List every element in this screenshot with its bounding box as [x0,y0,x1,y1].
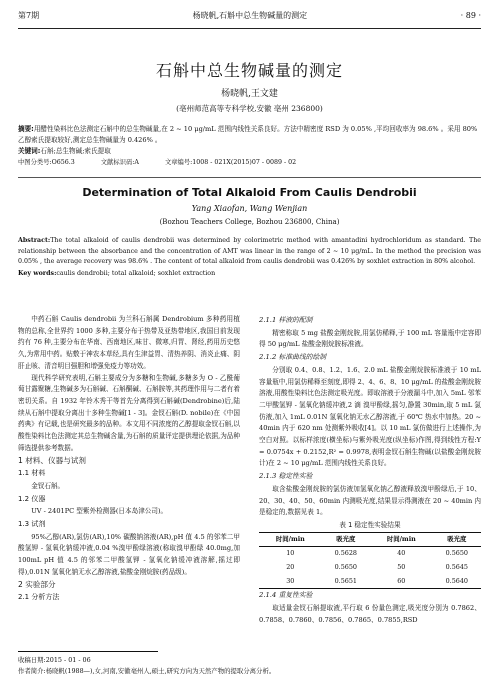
table-row [259,561,481,575]
table-cell: 0.5645 [445,563,468,572]
clc-number: 中图分类号:O656.3 [18,159,75,166]
received-date: 收稿日期:2015 - 01 - 06 [18,656,91,664]
article-number: 文章编号:1008 - 021X(2015)07 - 0089 - 02 [164,159,297,166]
section-1-3-heading: 1.3 试剂 [18,519,46,528]
section-1-2-heading: 1.2 仪器 [18,494,46,503]
en-abstract-block [18,236,481,279]
footnote-rule [18,651,158,652]
table-header-cell: 吸光度 [336,534,356,543]
table-cell: 0.5640 [445,576,468,585]
section-2-1-1-heading: 2.1.1 样液的配制 [259,316,313,324]
cn-abstract [18,124,481,146]
abstract-label: 摘要: [18,125,34,133]
section-2-1-2-heading: 2.1.2 标准曲线的绘制 [259,353,327,362]
section-2-1-1-text: 精密称取 5 mg 盐酸金刚烷胺,用氯仿稀释,于 100 mL 容量瓶中定容即得 50 μg/mL 盐酸金刚烷胺标准液。 [259,328,481,349]
table-row [259,547,481,561]
intro-paragraph-2: 现代科学研究表明,石斛主要成分为多糖和生物碱,多糖多为 O - 乙酰葡萄甘露聚糖,生物碱多为石斛碱、石斛酮碱、石斛胺等,其药理作用与二者有着密切关系。自 1932 年铃木秀干等首先分离得到石斛碱(Dendrobine)后,陆续从石斛中提取分离出十多种生物碱[1 - 3]。金钗石斛(D. nobile)在《中国药典》有记载,也是研究最多的品种。本文用不同浓度的乙醇提取金钗石斛,以酸性染料比色法测定其总生物碱含量,为石斛的质量评定提供理论依据,为品种筛选提供参考数据。 [18,373,240,452]
table-cell: 0.5650 [334,563,357,572]
table-row [259,575,481,589]
table-cell: 0.5650 [445,549,468,558]
keywords-text: 石斛;总生物碱;索氏提取 [40,147,111,155]
table-cell: 60 [397,576,406,585]
running-title: 杨晓帆,石斛中总生物碱量的测定 [192,10,308,20]
running-header [18,6,481,24]
section-2-1-heading: 2.1 分析方法 [18,593,60,602]
footnote [18,655,481,677]
en-abstract-text: The total alkaloid of caulis dendrobii was determined by colorimetric method with amantadini hydrochloridum as standard. The relationship between the absorbance and the concentration of AMT was linear in the range of 2 ~ 10 μg/mL. In the method the precision was 0.05% , the average recovery was 98.6% . The content of total alkaloid from caulis dendrobii was 0.426% by soxhlet extraction in 80% alcohol. [18,237,481,265]
abstract-text: 用醋性染料比色法测定石斛中的总生物碱量,在 2 ~ 10 μg/mL 范围内线性关系良好。方法中精密度 RSD 为 0.05% ,平均回收率为 98.6% 。采用 80% 乙醇索氏提取较好,测定总生物碱量为 0.426% 。 [18,125,478,144]
section-1-heading: 1 材料、仪器与试剂 [18,456,86,466]
en-abstract [18,236,481,268]
section-1-1-heading: 1.1 材料 [18,469,46,478]
author-info: 作者简介:杨晓帆(1988—),女,河南,安徽亳州人,硕士,研究方向为天然产物的提取分离分析。 [18,667,276,675]
en-title: Determination of Total Alkaloid From Caulis Dendrobii [82,186,417,199]
table-cell: 20 [286,563,295,572]
en-authors: Yang Xiaofan, Wang Wenjian [191,204,308,213]
cn-affiliation: (亳州师范高等专科学校,安徽 亳州 236800) [176,104,323,113]
table-cell: 30 [286,576,295,585]
cn-title: 石斛中总生物碱量的测定 [155,61,343,80]
table-1-title: 表 1 稳定性实验结果 [339,520,401,529]
section-1-3-text: 95%乙醇(AR),氯仿(AR),10% 碳酸钠溶液(AR),pH 值 4.5 的邻苯二甲酸氢钾 - 氢氧化钠缓冲液,0.04 %溴甲酚绿溶液(称取溴甲酚绿 40.0mg,加 100mL pH 值 4.5 的邻苯二甲酸氢钾 - 氢氧化钠缓冲液溶解,摇过即得),0.01N 氢氧化钠无水乙醇溶液,盐酸金刚烷胺(药品级)。 [18,532,240,576]
cn-abstract-block [18,124,481,168]
cn-authors: 杨晓帆,王文建 [221,89,278,99]
table-cell: 10 [286,549,295,558]
section-2-1-4-text: 取适量金钗石斛提取液,平行取 6 份量色测定,吸光度分别为 0.7862、0.7858、0.7860、0.7856、0.7865、0.7855,RSD [259,604,481,624]
right-column [259,314,481,627]
en-keywords-label: Key words: [18,269,57,277]
table-cell: 0.5628 [334,549,357,558]
stability-table [259,532,481,590]
keywords-label: 关键词: [18,147,41,155]
table-header-cell: 时间/min [386,534,416,543]
section-2-1-3-text: 取含盐酸金刚烷胺的氯仿液加氢氧化钠乙醇液释放溴甲酚绿后,于 10、20、30、40、50、60min 内测吸光度,结果显示得测液在 20 ~ 40min 内是稳定的,数据见表 1。 [259,484,481,517]
section-2-1-3-heading: 2.1.3 稳定性实验 [259,472,313,481]
header-rule [18,28,481,29]
page-number: · 89 · [460,10,481,20]
table-cell: 50 [397,563,406,572]
section-2-1-2-text: 分别取 0.4、0.8、1.2、1.6、2.0 mL 盐酸金刚烷胺标准液于 10 mL 容量瓶中,用氯仿稀释至刻度,即得 2、4、6、8、10 μg/mL 的盐酸金刚烷胺溶液,用酸性染料比色法测定吸光度。即取溶液于分液漏斗中,加入 5mL 邻苯二甲酸氢钾 - 氢氧化钠缓冲液,2 滴 溴甲酚绿,摇匀,静置 30min,取 5 mL 氯仿液,加入 1mL 0.01N 氢氧化钠无水乙醇溶液,于 60℃ 热水中加热。20 ~ 40min 内于 620 nm 处测紫外吸收[4]。以 10 mL 氯仿做进行上述操作,为空白对照。以标样浓度(横坐标)与紫外吸光度(纵坐标)作图,得到线性方程:Y = 0.0754x + 0.2152,R² = 0.9978,表明金钗石斛生物碱(以盐酸金刚烷胺计)在 2 ~ 10 μg/mL 范围内线性关系良好。 [259,365,481,468]
abstract-divider [18,177,481,178]
cn-keywords [18,146,481,157]
table-header-cell: 时间/min [275,534,305,543]
en-keywords-text: caulis dendrobii; total alkaloid; soxhlet extraction [56,269,216,277]
left-column [18,314,240,605]
article-meta [18,157,481,168]
table-header-cell: 吸光度 [447,534,467,543]
intro-paragraph-1: 中药石斛 Caulis dendrobii 为兰科石斛属 Dendrobium 多种药用植物的总称,全世界约 1000 多种,主要分布于热带及亚热带地区,我国目前发现约有 76 种,主要分布在华南、西南地区,味甘、微寒,归胃、肾经,药用历史悠久,为常用中药。贴敷于神农本草经,具有生津益胃、清热养阴、消炎止痛、阴肝止咳、清音明目强胆和增强免疫力等功效。 [18,315,240,370]
section-1-1-text: 金钗石斛。 [31,481,65,490]
doc-code: 文献标识码:A [100,159,139,166]
section-2-heading: 2 实验部分 [18,580,56,590]
en-affiliation: (Bozhou Teachers College, Bozhou 236800, China) [159,218,340,226]
section-2-1-4-heading: 2.1.4 重复性实验 [259,591,313,600]
table-cell: 40 [397,549,406,558]
en-keywords [18,269,481,280]
table-header-row [259,532,481,547]
en-abstract-label: Abstract: [18,237,51,244]
table-cell: 0.5651 [334,576,357,585]
issue-number: 第7期 [18,10,40,20]
section-1-2-text: UV - 2401PC 型紫外检测器(日本岛津公司)。 [31,507,168,516]
